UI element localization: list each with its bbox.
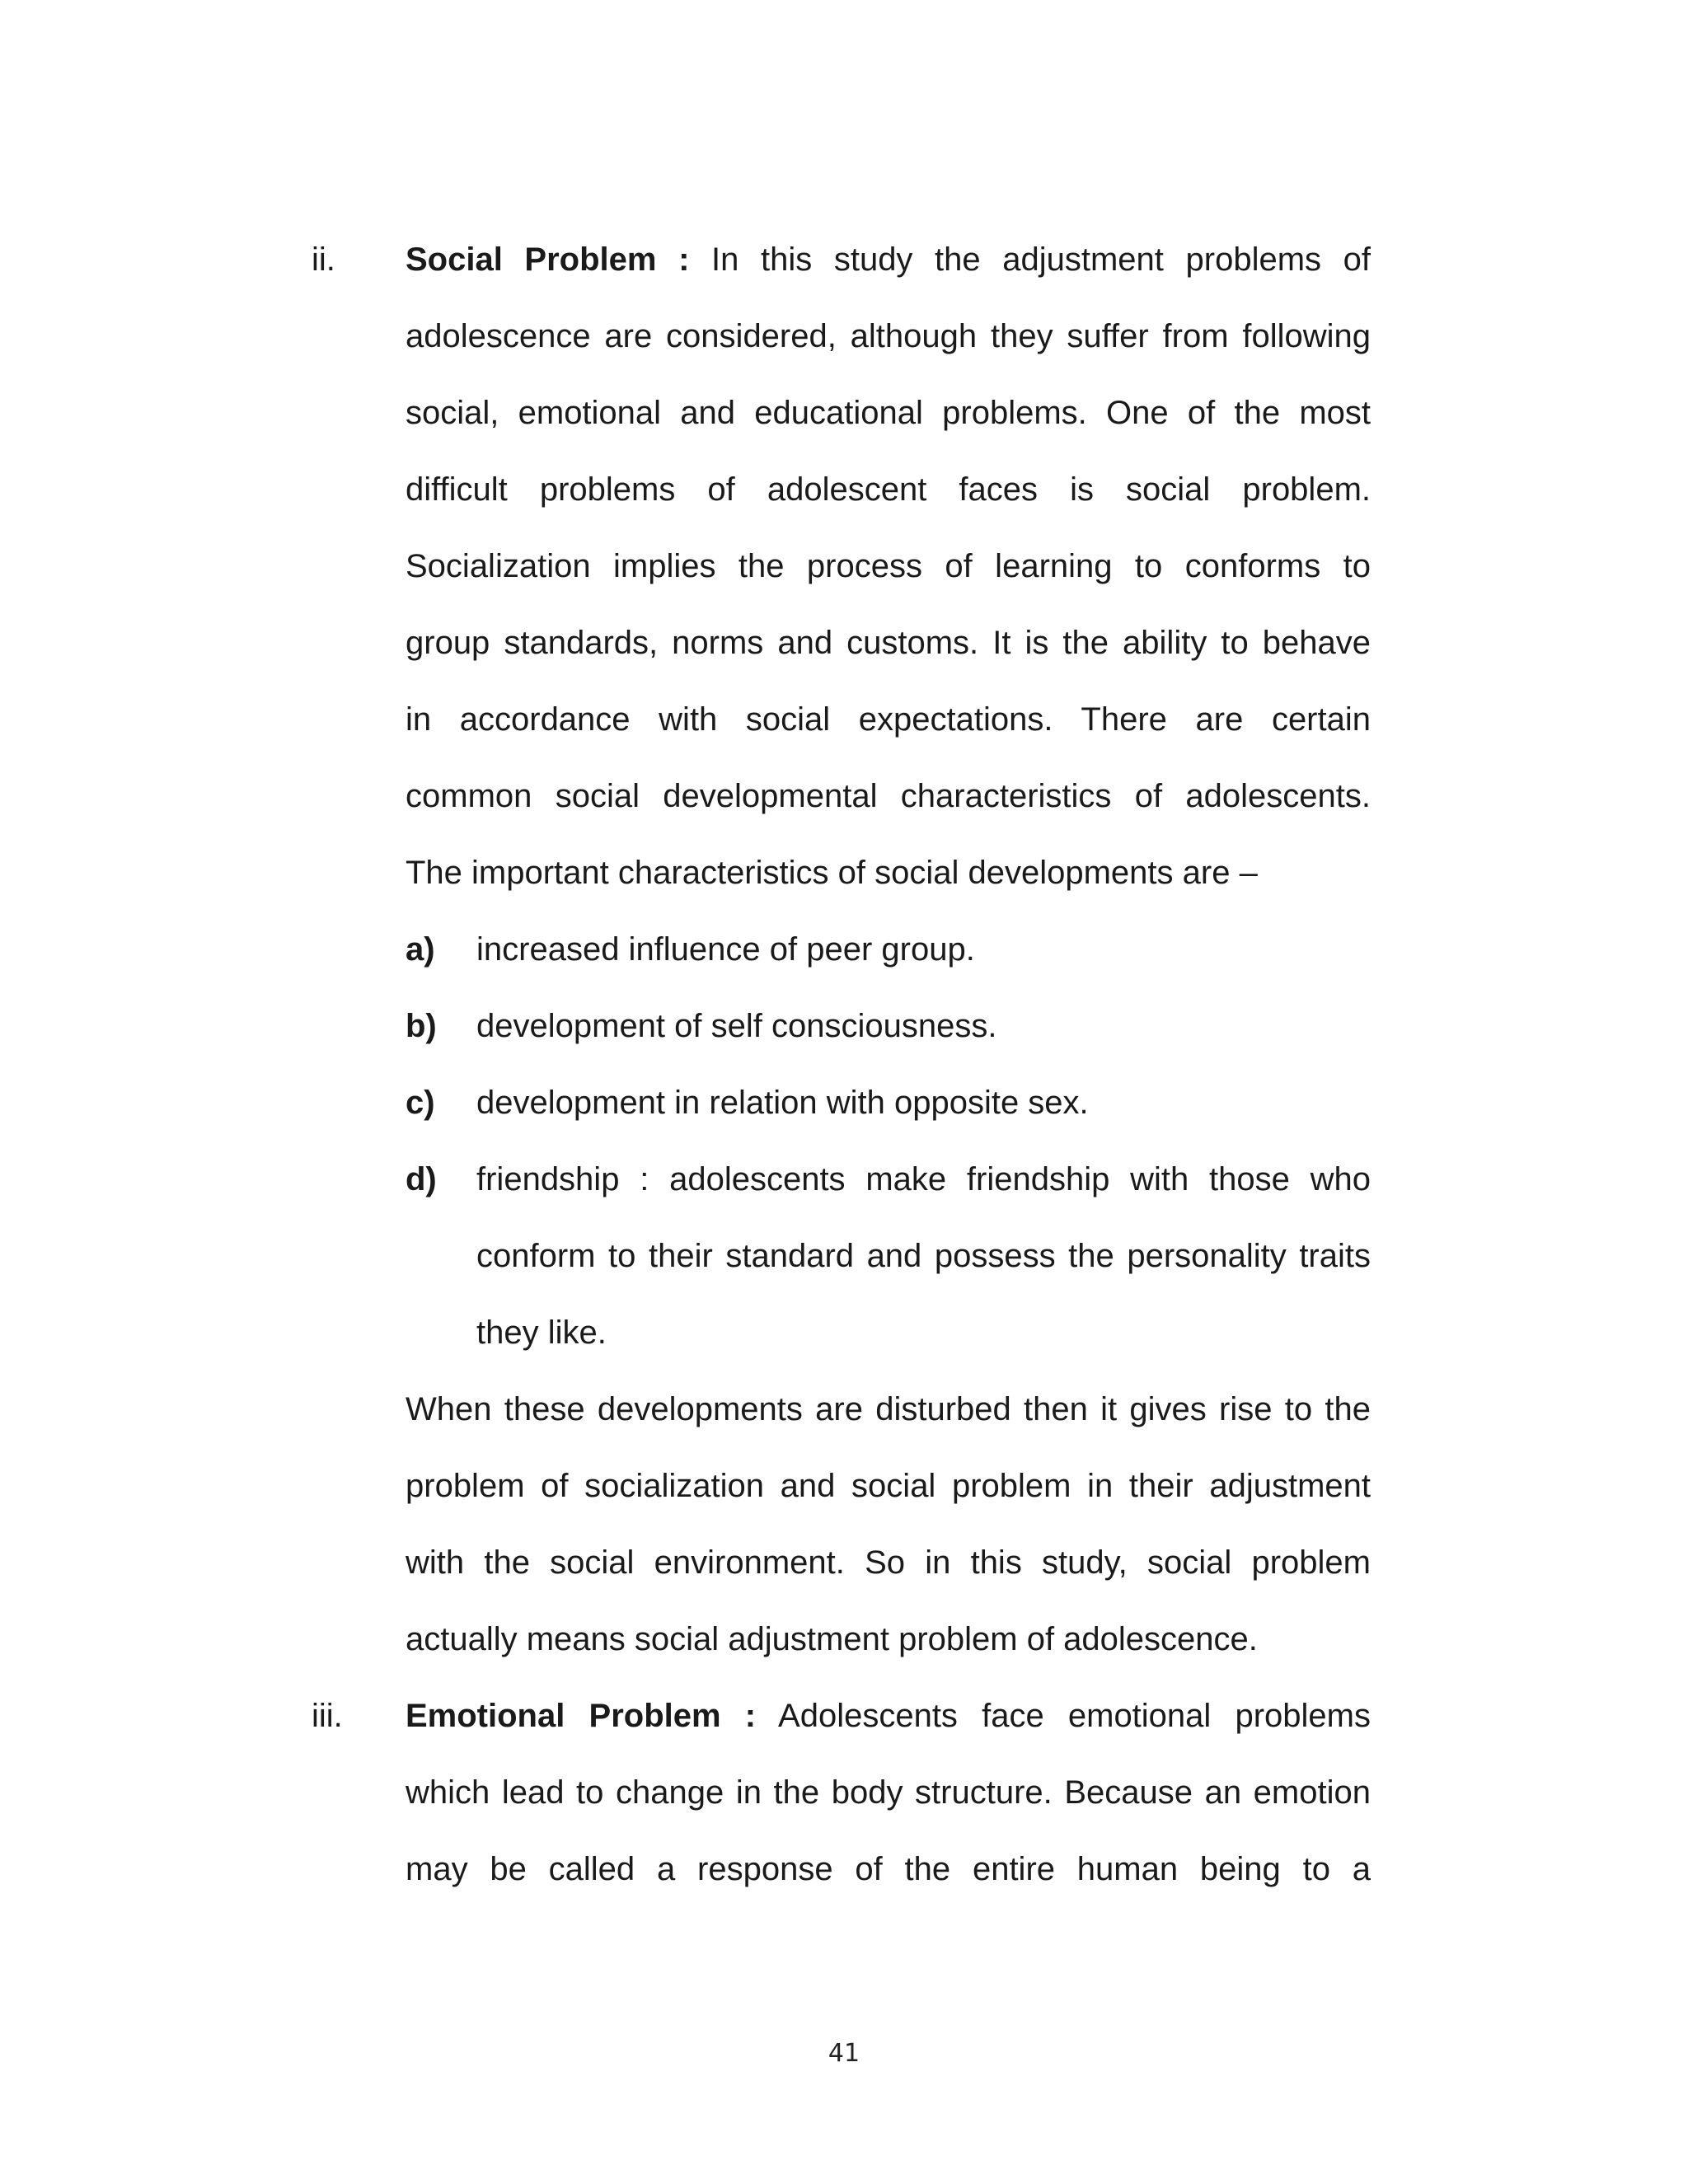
list-item-marker: d): [406, 1161, 437, 1197]
list-item-text: conform to their standard and possess the personality traits: [476, 1238, 1371, 1274]
paragraph-line: When these developments are disturbed then it gives rise to the: [406, 1391, 1371, 1427]
paragraph-line: common social developmental characteristics of adolescents.: [406, 778, 1371, 814]
section-first-line-text: In this study the adjustment problems of: [711, 241, 1371, 278]
list-item-text: friendship : adolescents make friendship with those who: [476, 1161, 1371, 1197]
list-item-text: they like.: [476, 1315, 607, 1351]
paragraph-line: adolescence are considered, although they suffer from following: [406, 318, 1371, 354]
section-first-line: [406, 237, 1371, 283]
paragraph-line: in accordance with social expectations. There are certain: [406, 701, 1371, 738]
section-number: ii.: [312, 241, 335, 278]
paragraph-line: The important characteristics of social developments are –: [406, 855, 1258, 891]
list-item-text: increased influence of peer group.: [476, 931, 975, 968]
paragraph-line: Socialization implies the process of learning to conforms to: [406, 548, 1371, 584]
list-item-marker: c): [406, 1085, 435, 1121]
paragraph-line: actually means social adjustment problem of adolescence.: [406, 1621, 1258, 1657]
section-heading: Social Problem :: [406, 241, 690, 278]
paragraph-line: difficult problems of adolescent faces is social problem.: [406, 471, 1371, 508]
page-number: 41: [828, 2039, 860, 2068]
paragraph-line: problem of socialization and social problem in their adjustment: [406, 1468, 1371, 1504]
section-first-line: [406, 1693, 1371, 1739]
paragraph-line: group standards, norms and customs. It is the ability to behave: [406, 625, 1371, 661]
list-item-marker: a): [406, 931, 435, 968]
list-item-text: development in relation with opposite sex.: [476, 1085, 1089, 1121]
section-first-line-text: Adolescents face emotional problems: [778, 1698, 1371, 1734]
section-heading: Emotional Problem :: [406, 1698, 757, 1734]
list-item-text: development of self consciousness.: [476, 1008, 997, 1044]
paragraph-line: may be called a response of the entire human being to a: [406, 1851, 1371, 1887]
section-number: iii.: [312, 1698, 343, 1734]
paragraph-line: with the social environment. So in this study, social problem: [406, 1544, 1371, 1581]
list-item-marker: b): [406, 1008, 437, 1044]
paragraph-line: social, emotional and educational problems. One of the most: [406, 395, 1371, 431]
paragraph-line: which lead to change in the body structure. Because an emotion: [406, 1774, 1371, 1811]
